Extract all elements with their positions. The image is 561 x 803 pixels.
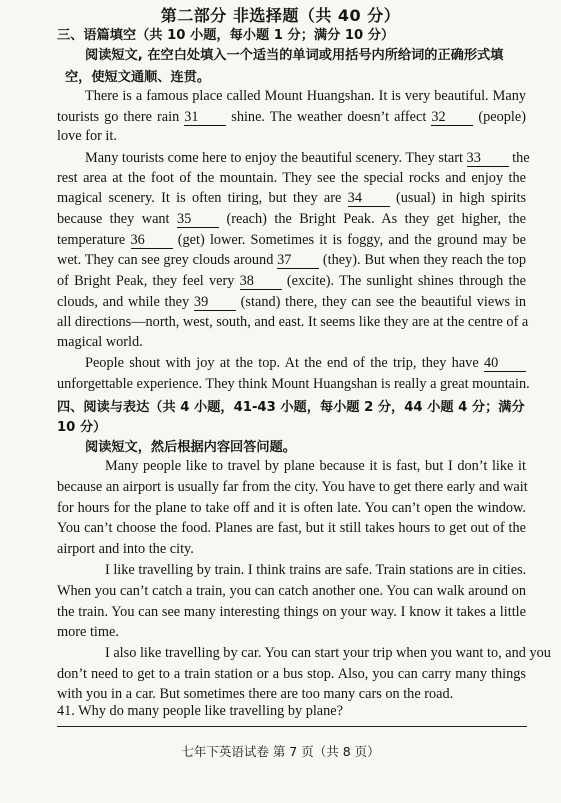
section4-heading-cont: 10 分） — [57, 420, 107, 435]
cloze-line: magical scenery. It is often tiring, but they are 34 (usual) in high spirits — [57, 190, 527, 206]
reading-line: for hours for the plane to take off and it is often late. You can’t open the window. — [57, 500, 526, 516]
reading-line: I like travelling by train. I think trains are safe. Train stations are in cities. — [105, 562, 527, 578]
reading-line: airport and into the city. — [57, 541, 194, 557]
cloze-line: because they want 35 (reach) the Bright Peak. As they get higher, the — [57, 211, 527, 227]
reading-line: When you can’t catch a train, you can catch another one. You can walk around on — [57, 583, 526, 599]
blank-38[interactable]: 38 — [240, 274, 282, 290]
section3-instruction-line1: 阅读短文, 在空白处填入一个适当的单词或用括号内所给词的正确形式填 — [85, 48, 504, 63]
section3-instruction-line2: 空，使短文通顺、连贯。 — [65, 70, 211, 85]
cloze-line: temperature 36 (get) lower. Sometimes it is foggy, and the ground may be — [57, 232, 527, 248]
page-footer: 七年下英语试卷 第 7 页（共 8 页） — [181, 744, 380, 759]
section3-heading: 三、语篇填空（共 10 小题，每小题 1 分；满分 10 分） — [57, 28, 395, 43]
section4-heading: 四、阅读与表达（共 4 小题，41-43 小题，每小题 2 分，44 小题 4 分；满分 — [57, 400, 525, 415]
blank-34[interactable]: 34 — [348, 191, 390, 207]
reading-line: the train. You can see many interesting things on your way. I know it takes a little — [57, 604, 526, 620]
blank-32[interactable]: 32 — [431, 110, 473, 126]
reading-line: I also like travelling by car. You can start your trip when you want to, and you — [105, 645, 551, 661]
cloze-line: clouds, and while they 39 (stand) there, they can see the beautiful views in — [57, 294, 526, 310]
blank-35[interactable]: 35 — [177, 212, 219, 228]
reading-line: with you in a car. But sometimes there are too many cars on the road. — [57, 686, 454, 702]
reading-line: more time. — [57, 624, 119, 640]
blank-39[interactable]: 39 — [194, 295, 236, 311]
part-title: 第二部分 非选择题（共 40 分） — [160, 6, 401, 25]
reading-line: because an airport is usually far from the city. You have to get there early and wait — [57, 479, 528, 495]
reading-line: You can’t choose the food. Planes are fast, but it still takes hours to get out of the — [57, 520, 526, 536]
cloze-line: tourists go there rain 31 shine. The weather doesn’t affect 32 (people) — [57, 109, 527, 125]
cloze-line: There is a famous place called Mount Huangshan. It is very beautiful. Many — [85, 88, 526, 104]
cloze-line: wet. They can see grey clouds around 37 (they). But when they reach the top — [57, 252, 526, 268]
reading-line: don’t need to get to a train station or a bus stop. Also, you can carry many things — [57, 666, 526, 682]
answer-line[interactable] — [57, 726, 527, 727]
cloze-line: magical world. — [57, 334, 143, 350]
cloze-line: unforgettable experience. They think Mount Huangshan is really a great mountain. — [57, 376, 530, 392]
cloze-line: rest area at the foot of the mountain. They see the special rocks and enjoy the — [57, 170, 526, 186]
cloze-line: all directions—north, west, south, and east. It seems like they are at the centre of a — [57, 314, 529, 330]
blank-33[interactable]: 33 — [467, 151, 509, 167]
reading-line: Many people like to travel by plane because it is fast, but I don’t like it — [105, 458, 526, 474]
cloze-line: People shout with joy at the top. At the end of the trip, they have 40 — [85, 355, 526, 372]
question-41: 41. Why do many people like travelling by plane? — [57, 703, 526, 720]
section4-instruction: 阅读短文，然后根据内容回答问题。 — [85, 440, 296, 455]
blank-40[interactable]: 40 — [484, 356, 526, 372]
cloze-line: love for it. — [57, 128, 117, 144]
cloze-line: of Bright Peak, they feel very 38 (excite). The sunlight shines through the — [57, 273, 526, 289]
blank-31[interactable]: 31 — [184, 110, 226, 126]
blank-37[interactable]: 37 — [277, 253, 319, 269]
cloze-line: Many tourists come here to enjoy the beautiful scenery. They start 33 the — [85, 150, 530, 166]
blank-36[interactable]: 36 — [131, 233, 173, 249]
